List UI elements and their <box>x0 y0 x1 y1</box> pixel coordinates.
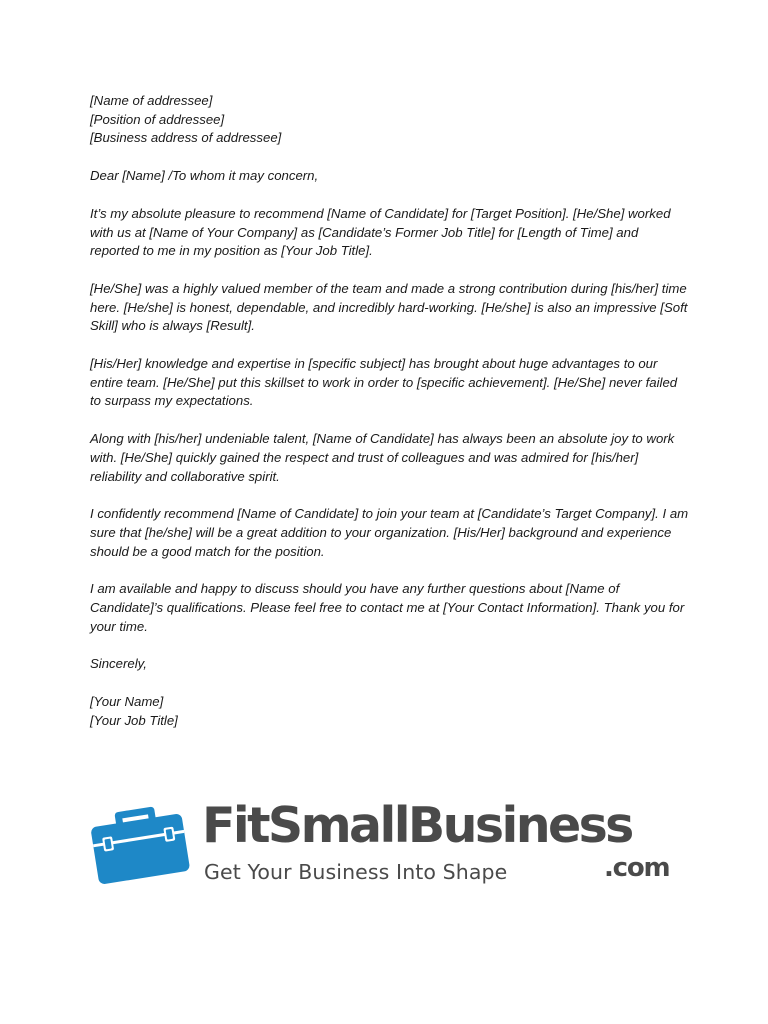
paragraph-teamwork: Along with [his/her] undeniable talent, [Name of Candidate] has always been an absolute joy to work with. [He/She] quickly gained the respect and trust of colleagues and was admired for [his/her] reliability and collaborative spirit. <box>90 431 675 484</box>
brand-logo <box>90 793 690 893</box>
brand-tagline: Get Your Business Into Shape <box>204 860 508 884</box>
paragraph-contact: I am available and happy to discuss should you have any further questions about [Name of Candidate]’s qualifications. Please feel free to contact me at [Your Contact Information]. Thank you for your time. <box>90 581 685 634</box>
briefcase-icon <box>90 793 190 893</box>
addressee-position: [Position of addressee] <box>90 111 225 127</box>
addressee-name: [Name of addressee] <box>90 93 213 108</box>
brand-domain: .com <box>604 853 670 883</box>
paragraph-expertise: [His/Her] knowledge and expertise in [specific subject] has brought about huge advantages to our entire team. [He/She] put this skillset to work in order to [specific achievement]. [He/She] never failed to surpass my expectations. <box>90 356 678 409</box>
addressee-address: [Business address of addressee] <box>90 130 282 146</box>
salutation: Dear [Name] /To whom it may concern, <box>90 168 319 184</box>
paragraph-recommendation: I confidently recommend [Name of Candidate] to join your team at [Candidate’s Target Company]. I am sure that [he/she] will be a great addition to your organization. [His/Her] background and experience should be a good match for the position. <box>90 506 689 559</box>
signature-name: [Your Name] <box>90 694 164 710</box>
brand-name: FitSmallBusiness <box>202 797 632 854</box>
signature-block <box>90 693 690 730</box>
letter-body <box>90 92 690 731</box>
addressee-block <box>90 92 690 148</box>
paragraph-intro: It’s my absolute pleasure to recommend [Name of Candidate] for [Target Position]. [He/She] worked with us at [Name of Your Company] as [Candidate’s Former Job Title] for [Length of Time] and reported to me in my position as [Your Job Title]. <box>90 205 671 259</box>
closing: Sincerely, <box>90 656 147 672</box>
paragraph-qualities: [He/She] was a highly valued member of the team and made a strong contribution during [his/her] time here. [He/she] is honest, dependable, and incredibly hard-working. [He/she] is also an impressive [Soft Skill] who is always [Result]. <box>90 280 688 334</box>
signature-title: [Your Job Title] <box>90 712 178 728</box>
